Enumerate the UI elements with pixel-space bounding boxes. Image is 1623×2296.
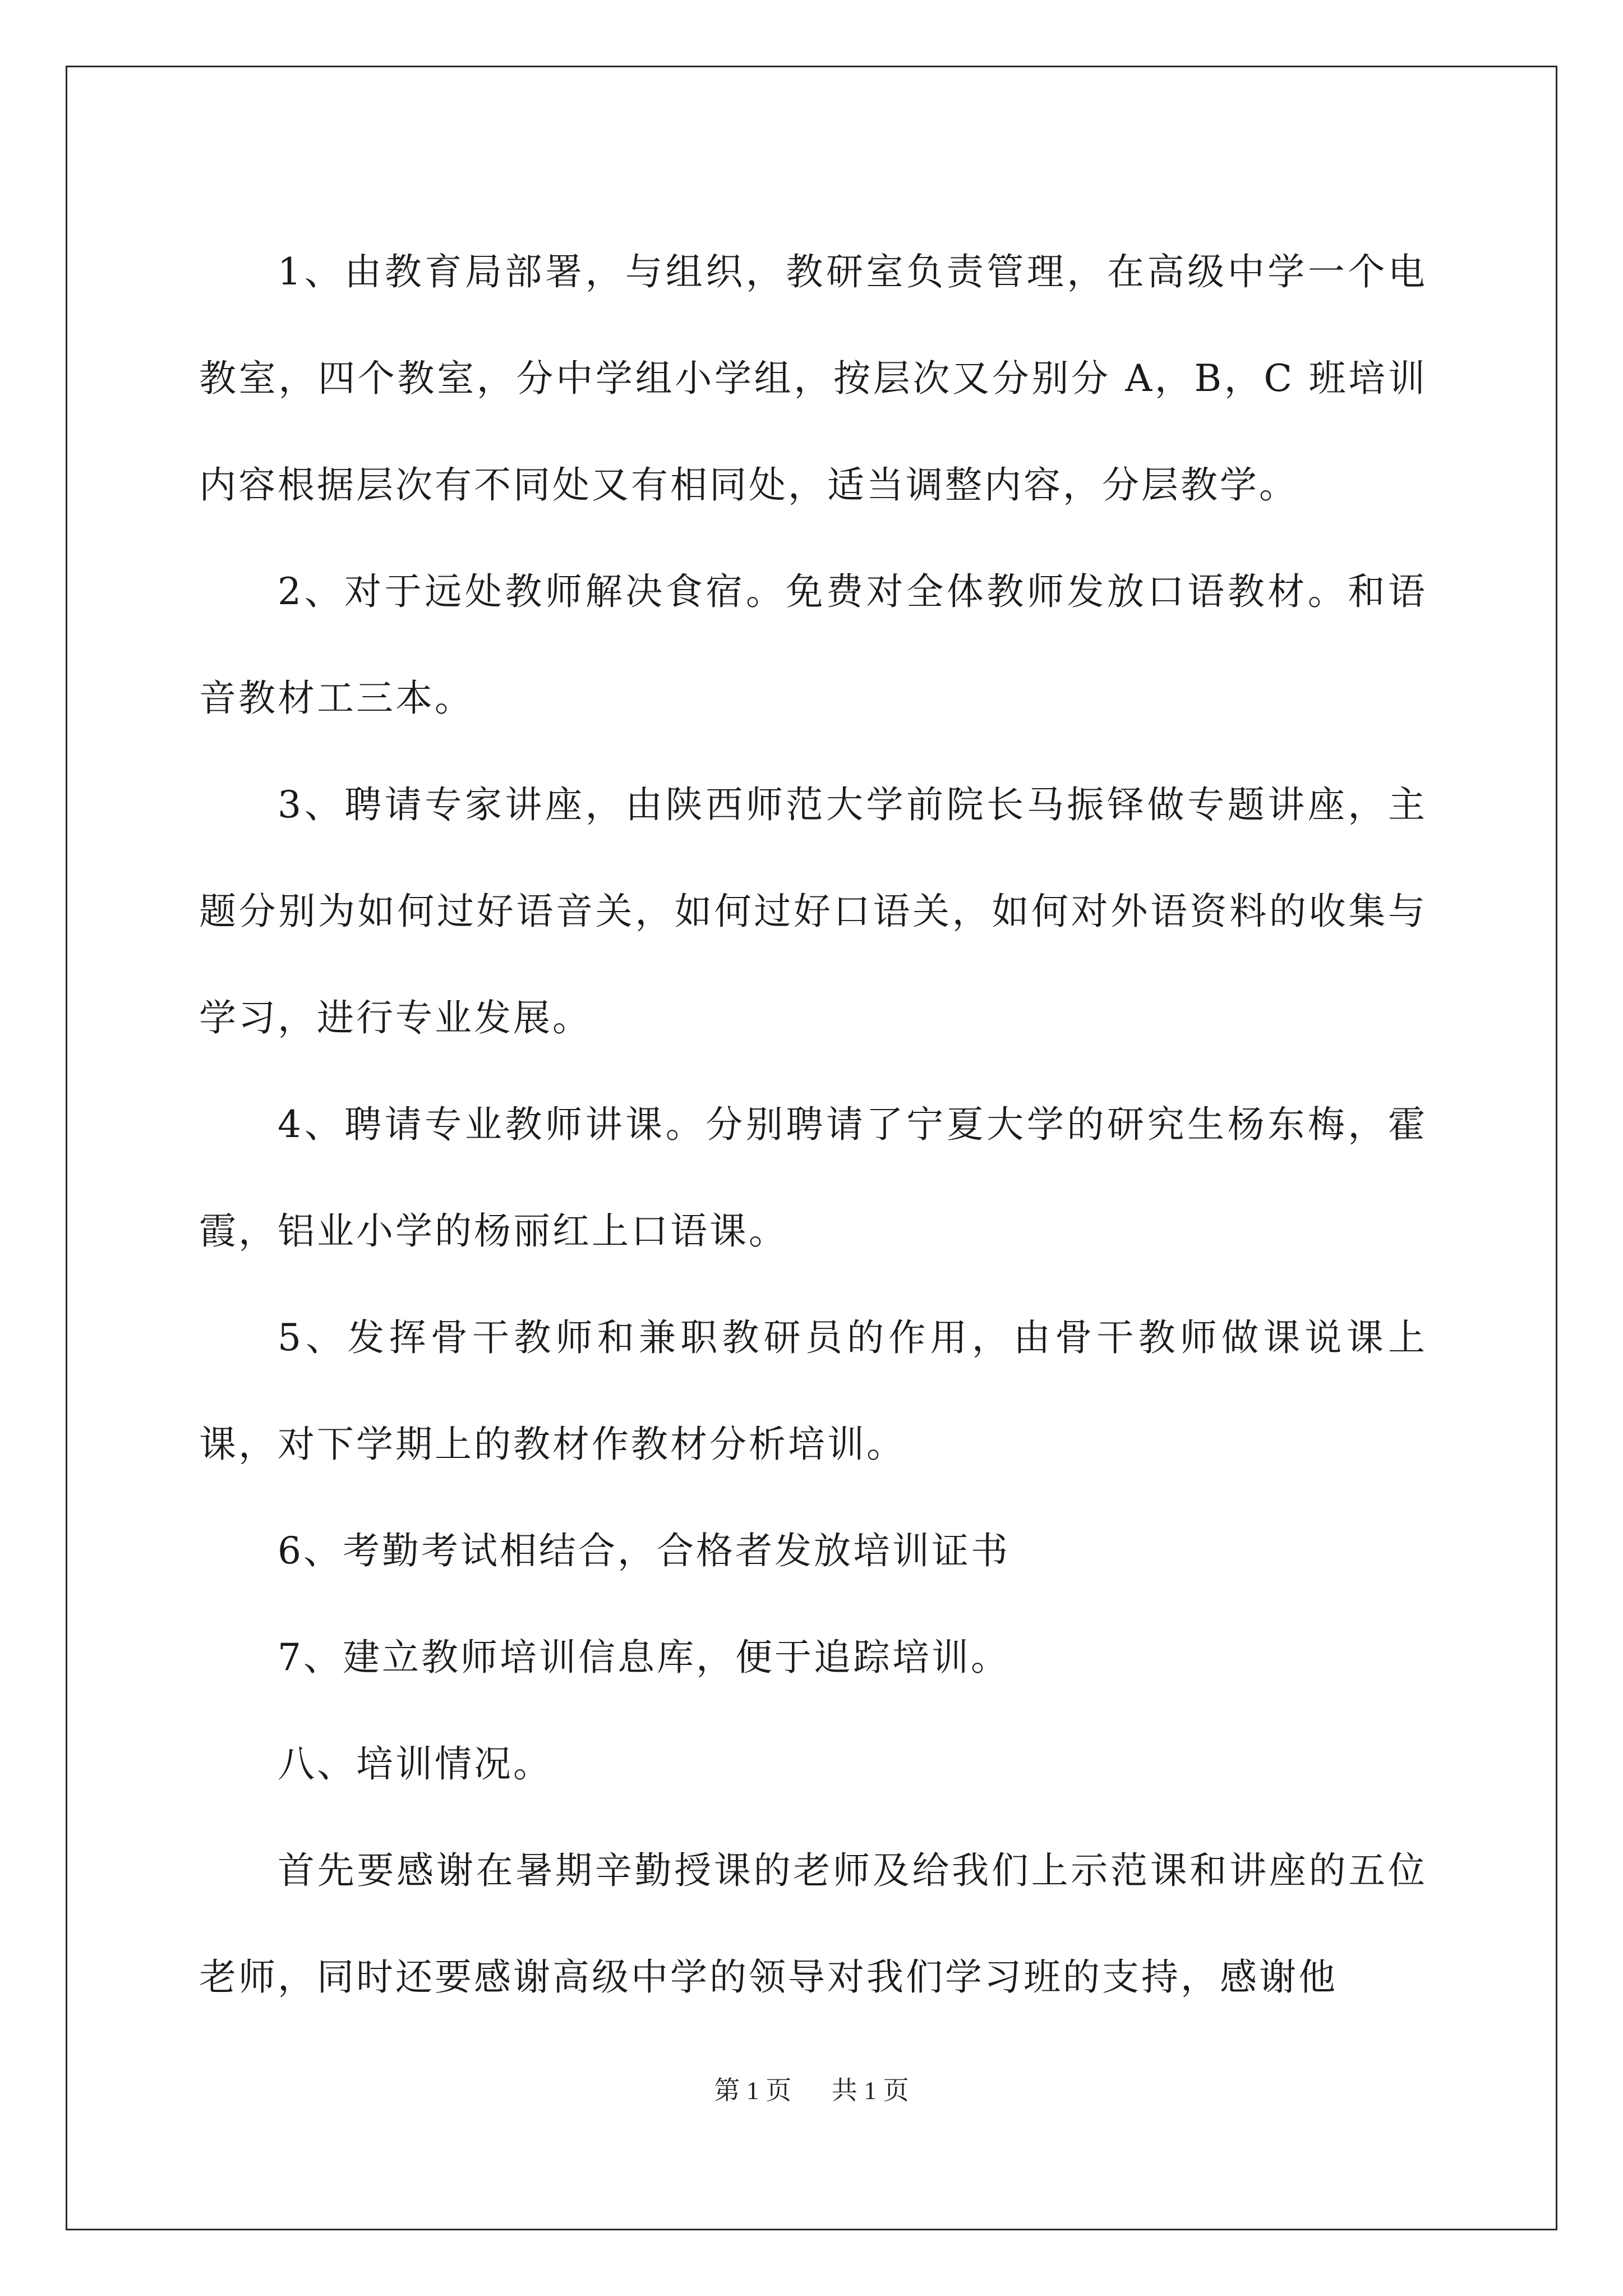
page-number: 第 1 页 <box>714 2076 792 2105</box>
section-heading-training: 八、培训情况。 <box>278 1742 552 1786</box>
document-body <box>199 219 1427 2031</box>
paragraph-7: 7、建立教师培训信息库，便于追踪培训。 <box>278 1636 1010 1679</box>
paragraph-3: 3、聘请专家讲座，由陕西师范大学前院长马振铎做专题讲座，主题分别为如何过好语音关，如何过好口语关，如何对外语资料的收集与学习，进行专业发展。 <box>199 783 1427 1039</box>
paragraph-1: 1、由教育局部署，与组织，教研室负责管理，在高级中学一个电教室，四个教室，分中学组小学组，按层次又分别分 A，B，C 班培训内容根据层次有不同处又有相同处，适当调整内容，分层教学。 <box>199 250 1427 507</box>
paragraph-5: 5、发挥骨干教师和兼职教研员的作用，由骨干教师做课说课上课，对下学期上的教材作教材分析培训。 <box>199 1316 1427 1466</box>
paragraph-2: 2、对于远处教师解决食宿。免费对全体教师发放口语教材。和语音教材工三本。 <box>199 570 1427 720</box>
paragraph-thanks: 首先要感谢在暑期辛勤授课的老师及给我们上示范课和讲座的五位老师，同时还要感谢高级中学的领导对我们学习班的支持，感谢他 <box>199 1849 1427 1999</box>
page-total: 共 1 页 <box>831 2076 909 2105</box>
paragraph-6: 6、考勤考试相结合，合格者发放培训证书 <box>278 1529 1010 1572</box>
paragraph-4: 4、聘请专业教师讲课。分别聘请了宁夏大学的研究生杨东梅，霍霞，铝业小学的杨丽红上口语课。 <box>199 1103 1427 1253</box>
page-footer <box>0 2070 1623 2107</box>
